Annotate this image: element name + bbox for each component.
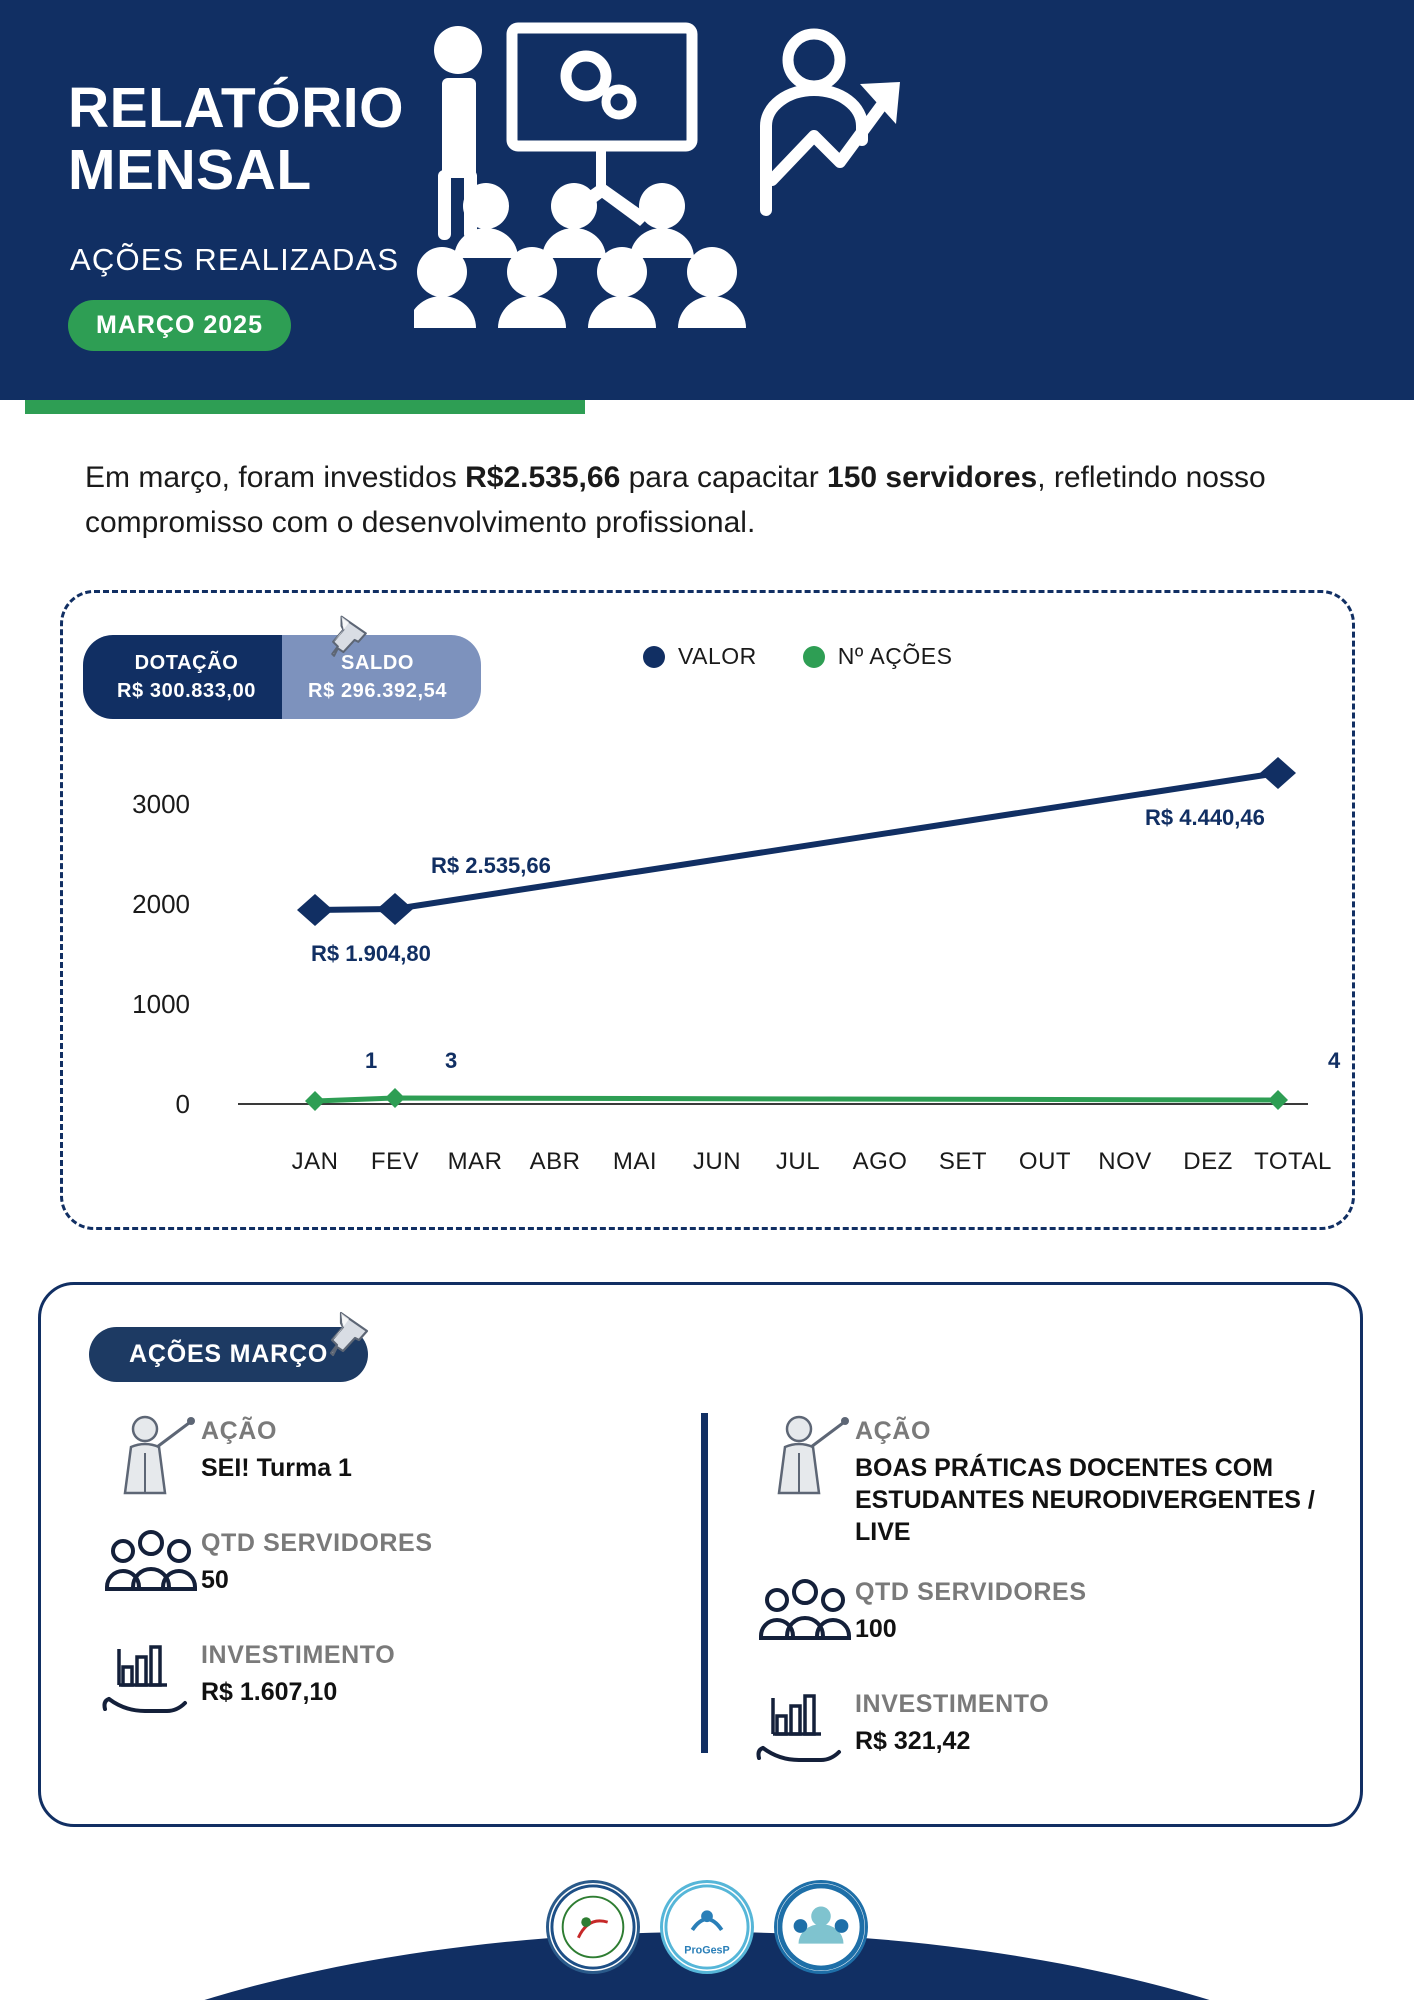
x-label-abr: ABR (529, 1148, 581, 1175)
x-label-ago: AGO (852, 1148, 908, 1175)
investimento-value-1: R$ 1.607,10 (201, 1678, 338, 1706)
presentation-illustration (414, 20, 974, 350)
saldo-value: R$ 296.392,54 (308, 680, 448, 702)
page-title (68, 78, 404, 201)
action-text-1 (201, 1413, 352, 1484)
svg-text:ProGesP: ProGesP (684, 1944, 730, 1957)
intro-part1: Em março, foram investidos (85, 461, 466, 494)
progesp-logo-icon (663, 1883, 751, 1971)
presenter-icon (101, 1413, 201, 1499)
y-tick-1000: 1000 (132, 989, 190, 1019)
x-label-jun: JUN (692, 1148, 742, 1175)
logo-progesp (660, 1880, 754, 1974)
action-row-qtd-1 (101, 1525, 661, 1611)
x-label-mar: MAR (447, 1148, 503, 1175)
header-subtitle: AÇÕES REALIZADAS (70, 242, 400, 277)
qtd-text-2 (855, 1574, 1087, 1645)
page-title-line2: MENSAL (68, 137, 312, 202)
count-label-fev: 1 (365, 1048, 378, 1073)
intro-paragraph (85, 455, 1335, 545)
investimento-label-2: INVESTIMENTO (855, 1690, 1050, 1718)
value-label-mar: R$ 2.535,66 (431, 853, 551, 878)
x-label-fev: FEV (370, 1148, 420, 1175)
x-label-nov: NOV (1098, 1148, 1152, 1175)
qtd-label-1: QTD SERVIDORES (201, 1529, 433, 1557)
intro-servers: 150 servidores (827, 461, 1038, 494)
action-label-2: AÇÃO (855, 1417, 932, 1445)
chart-plot-area (63, 593, 1358, 1233)
qtd-value-1: 50 (201, 1566, 229, 1594)
action-value-2: BOAS PRÁTICAS DOCENTES COM ESTUDANTES NEURODIVERGENTES / LIVE (855, 1454, 1315, 1546)
footer-logos (0, 1880, 1414, 1974)
header-banner (0, 0, 1414, 400)
intro-part2: para capacitar (620, 461, 828, 494)
x-label-jul: JUL (775, 1148, 821, 1175)
intro-amount: R$2.535,66 (465, 461, 621, 494)
investimento-value-2: R$ 321,42 (855, 1727, 971, 1755)
qtd-value-2: 100 (855, 1615, 897, 1643)
legend-label-valor: VALOR (678, 643, 757, 669)
x-label-mai: MAI (612, 1148, 658, 1175)
action-row-qtd-2 (755, 1574, 1335, 1660)
month-badge: MARÇO 2025 (68, 300, 291, 351)
action-row-acao-1 (101, 1413, 661, 1499)
qtd-text-1 (201, 1525, 433, 1596)
investment-chart-hand-icon-2 (755, 1686, 855, 1772)
y-tick-2000: 2000 (132, 889, 190, 919)
presenter-icon-2 (755, 1413, 855, 1499)
pushpin-icon (321, 611, 377, 667)
chart-lines (63, 593, 1358, 1233)
header-accent-bar (25, 400, 585, 414)
action-value-1: SEI! Turma 1 (201, 1454, 352, 1482)
action-row-investimento-2 (755, 1686, 1335, 1772)
value-label-fev: R$ 1.904,80 (311, 941, 431, 966)
people-icon (101, 1525, 201, 1611)
pushpin-icon-actions (319, 1307, 379, 1369)
action-column-1 (101, 1413, 661, 1749)
x-label-jan: JAN (291, 1148, 339, 1175)
count-label-total: 4 (1328, 1048, 1341, 1073)
chart-card (60, 590, 1355, 1230)
saldo-label: SALDO (341, 652, 415, 674)
actions-divider (701, 1413, 708, 1753)
count-label-mar: 3 (445, 1048, 458, 1073)
actions-section-label: AÇÕES MARÇO (89, 1327, 368, 1382)
action-row-acao-2 (755, 1413, 1335, 1548)
university-seal-icon (549, 1883, 637, 1971)
page-title-line1: RELATÓRIO (68, 76, 404, 140)
investment-chart-hand-icon (101, 1637, 201, 1723)
y-tick-3000: 3000 (132, 789, 190, 819)
actions-card (38, 1282, 1363, 1827)
action-row-investimento-1 (101, 1637, 661, 1723)
action-column-2 (755, 1413, 1335, 1798)
action-text-2 (855, 1413, 1335, 1548)
investimento-label-1: INVESTIMENTO (201, 1641, 396, 1669)
x-label-out: OUT (1018, 1148, 1072, 1175)
dotacao-value: R$ 300.833,00 (117, 680, 257, 702)
legend-label-acoes: Nº AÇÕES (837, 643, 953, 669)
x-label-dez: DEZ (1183, 1148, 1233, 1175)
investimento-text-1 (201, 1637, 395, 1708)
value-label-total: R$ 4.440,46 (1145, 805, 1265, 830)
dotacao-label: DOTAÇÃO (134, 652, 239, 674)
action-label-1: AÇÃO (201, 1417, 278, 1445)
team-circle-icon (777, 1883, 865, 1971)
logo-universidade (546, 1880, 640, 1974)
qtd-label-2: QTD SERVIDORES (855, 1578, 1087, 1606)
x-label-total: TOTAL (1254, 1148, 1332, 1175)
logo-capacitacao (774, 1880, 868, 1974)
y-tick-0: 0 (175, 1089, 190, 1119)
people-icon-2 (755, 1574, 855, 1660)
investimento-text-2 (855, 1686, 1049, 1757)
intro-part3: , refletindo nosso compromisso com o desenvolvimento profissional. (85, 461, 1266, 539)
x-label-set: SET (938, 1148, 988, 1175)
